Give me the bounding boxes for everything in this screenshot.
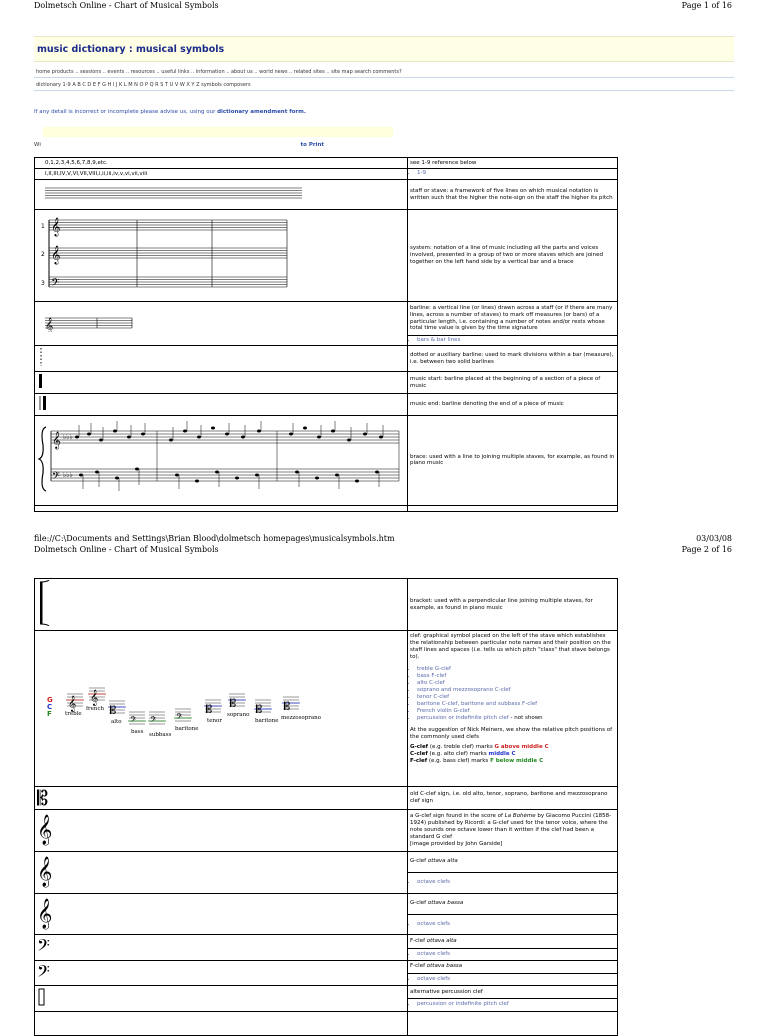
c-clef-line — [410, 751, 615, 758]
clef-name-treble: treble — [65, 711, 82, 717]
treble-clef-icon: 𝄞 — [37, 815, 53, 846]
f-clef-mark: F below middle C — [490, 758, 544, 765]
link-octave-clefs[interactable]: • octave clefs — [417, 879, 615, 886]
symbol-bracket — [35, 579, 408, 631]
table-row — [35, 180, 618, 210]
desc-f-alta-link — [408, 948, 618, 960]
notice-text: If any detail is incorrect or incomplete please advise us, using our — [34, 109, 216, 115]
key-signature-flats: ♭♭♭ — [63, 470, 73, 479]
desc-barline: barline: a vertical line (or lines) drawn across a staff (or if there are many lines, across a number of staves) to mark off measures (or bars) of a particular length, i.e. containing a number of notes and/or rests whose total time value is given by the time signature — [408, 302, 618, 336]
bass-clef-icon: 𝄢 — [176, 713, 183, 724]
c-clef-rest: (e.g. alto clef) marks — [427, 751, 489, 758]
bass-clef-icon: 𝄢 — [150, 716, 157, 727]
link-soprano-c-clef[interactable]: • soprano and mezzosoprano C-clef — [417, 687, 615, 694]
key-signature-flats: ♭♭♭ — [63, 432, 73, 441]
link-bass-f-clef[interactable]: • bass F-clef — [417, 673, 615, 680]
g-clef-label: G-clef — [410, 744, 429, 751]
g-letter: G — [47, 696, 53, 704]
treble-clef-icon: 𝄞 — [45, 318, 54, 333]
desc-end: music end: barline denoting the end of a piece of music — [408, 394, 618, 416]
f-letter: F — [47, 710, 52, 718]
empty-cell — [35, 1011, 408, 1035]
system-image — [37, 212, 317, 296]
g-bassa-prefix: G-clef — [410, 900, 428, 907]
desc-g-bassa-link — [408, 914, 618, 934]
desc-start: music start: barline placed at the beginning of a section of a piece of music — [408, 372, 618, 394]
table-row — [35, 631, 618, 787]
start-barline-image — [37, 373, 57, 389]
page2-header-title: Dolmetsch Online - Chart of Musical Symbols — [34, 545, 219, 554]
clef-name-subbass: subbass — [149, 732, 172, 738]
table-row — [35, 415, 618, 505]
dotted-barline-image — [37, 347, 57, 367]
bass-clef-icon: 𝄢 — [130, 716, 137, 727]
symbol-roman: I,II,III,IV,V,VI,VII,VIII,i,ii,iii,iv,v,vi,vii,viii — [35, 169, 408, 180]
print-link[interactable]: to Print — [300, 142, 324, 148]
symbol-old-c-clef — [35, 786, 408, 809]
desc-bracket: bracket: used with a perpendicular line joining multiple staves, for example, as found in piano music — [408, 579, 618, 631]
clef-name-mezzosoprano: mezzosoprano — [281, 715, 321, 721]
symbol-barline — [35, 302, 408, 346]
symbol-puccini-g-clef — [35, 809, 408, 851]
symbols-table-page1 — [34, 157, 618, 512]
f-alta-italic: ottava alta — [426, 937, 457, 944]
symbol-clefs — [35, 631, 408, 787]
desc-roman — [408, 169, 618, 180]
desc-brace: brace: used with a line to joining multiple staves, for example, as found in piano music — [408, 415, 618, 505]
desc-staff: staff or stave: a framework of five lines on which musical notation is written such that the higher the note-sign on the staff the higher its pitch — [408, 180, 618, 210]
desc-g-alta-link — [408, 872, 618, 893]
desc-f-bassa — [408, 960, 618, 973]
dictionary-nav[interactable]: dictionary 1-9 A B C D E F G H I J K L M N O P Q R S T U V W X Y Z symbols composers — [34, 80, 734, 91]
f-bassa-prefix: F-clef — [410, 963, 427, 970]
clef-name-baritone-c: baritone — [255, 718, 279, 724]
symbol-g-clef-bassa — [35, 893, 408, 934]
alto-clef-icon: 𝄡 — [256, 703, 263, 716]
treble-clef-icon: 𝄞 — [68, 696, 77, 712]
clef-definition: clef: graphical symbol placed on the left of the stave which establishes the relationship between particular note names and their position on the staff lines and spaces (i.e. tells us which pitch "class" that stave belongs to). — [410, 633, 611, 660]
table-row — [35, 786, 618, 809]
table-row — [35, 960, 618, 973]
table-row — [35, 210, 618, 302]
print-prefix: Wi — [34, 142, 41, 148]
clef-links — [410, 666, 615, 723]
table-row — [35, 1011, 618, 1035]
puccini-work: La Bohème — [504, 813, 536, 820]
table-row — [35, 985, 618, 998]
table-row — [35, 394, 618, 416]
link-percussion-clef-text[interactable]: percussion or indefinite pitch clef — [417, 715, 509, 722]
table-row — [35, 158, 618, 169]
page1-header-title: Dolmetsch Online - Chart of Musical Symbols — [34, 1, 219, 10]
desc-numbers: see 1-9 reference below — [408, 158, 618, 169]
barline-image — [37, 312, 137, 332]
page-title: music dictionary : musical symbols — [37, 44, 225, 55]
link-tenor-c-clef[interactable]: • tenor C-clef — [417, 694, 615, 701]
f-clef-rest: (e.g. bass clef) marks — [427, 758, 491, 765]
clef-name-french: french — [86, 706, 105, 712]
g-clef-line — [410, 744, 615, 751]
c-clef-mark: middle C — [488, 751, 516, 758]
f-bassa-italic: ottava bassa — [426, 963, 463, 970]
alto-clef-icon: 𝄡 — [230, 697, 237, 710]
bass-clef-icon: 𝄢 — [37, 960, 50, 985]
page1-footer-path: file://C:\Documents and Settings\Brian Blood\dolmetsch homepages\musicalsymbols.htm — [34, 534, 395, 543]
clef-comparison-image — [37, 632, 405, 782]
link-bars-bar-lines[interactable]: • bars & bar lines — [417, 337, 615, 344]
treble-clef-icon: 𝄞 — [37, 898, 53, 929]
g-alta-italic: ottava alta — [427, 858, 458, 865]
amendment-form-link[interactable]: dictionary amendment form. — [217, 109, 306, 115]
symbol-numbers: 0,1,2,3,4,5,6,7,8,9,etc. — [35, 158, 408, 169]
g-bassa-italic: ottava bassa — [427, 900, 464, 907]
desc-percussion-link — [408, 999, 618, 1011]
symbol-percussion-clef — [35, 985, 408, 1011]
site-banner — [34, 36, 734, 62]
not-shown-note: - not shown — [508, 715, 543, 722]
table-row — [35, 809, 618, 851]
desc-percussion: alternative percussion clef — [408, 985, 618, 998]
ad-bar — [43, 127, 393, 137]
table-row — [35, 505, 618, 511]
symbols-table-page2 — [34, 578, 618, 1036]
clef-name-soprano: soprano — [227, 712, 250, 718]
desc-system: system: notation of a line of music including all the parts and voices involved, presented in a group of two or more staves which are joined together on the left hand side by a vertical bar and a brace — [408, 210, 618, 302]
main-nav[interactable]: home products .. sessions .. events .. resources .. useful links .. information .. about us .. world news .. related sites .. site map search comments? — [34, 67, 734, 78]
page1-footer-date: 03/03/08 — [696, 534, 732, 543]
system-label-2: 2 — [41, 251, 45, 259]
link-octave-clefs[interactable]: • octave clefs — [417, 951, 615, 958]
clef-name-alto: alto — [111, 719, 122, 725]
symbol-f-clef-bassa — [35, 960, 408, 985]
puccini-credit: [image provided by John Garside] — [410, 840, 503, 847]
link-percussion-clef[interactable]: • percussion or indefinite pitch clef — [417, 1001, 615, 1008]
link-octave-clefs[interactable]: • octave clefs — [417, 976, 615, 983]
alto-clef-icon: 𝄡 — [110, 704, 117, 717]
desc-g-alta — [408, 851, 618, 872]
empty-cell — [35, 505, 408, 511]
symbol-g-clef-alta — [35, 851, 408, 893]
empty-cell — [408, 1011, 618, 1035]
print-row — [34, 142, 324, 148]
table-row — [35, 302, 618, 336]
treble-clef-icon: 𝄞 — [51, 217, 61, 237]
empty-cell — [408, 505, 618, 511]
clef-name-baritone-f: baritone — [175, 726, 199, 732]
desc-f-bassa-link — [408, 973, 618, 985]
table-row — [35, 893, 618, 914]
clef-name-bass: bass — [131, 729, 144, 735]
alto-clef-icon: 𝄡 — [284, 700, 291, 713]
clef-suggestion: At the suggestion of Nick Meiners, we show the relative pitch positions of the commonly used clefs — [410, 726, 613, 740]
symbol-f-clef-alta — [35, 934, 408, 960]
percussion-clef-icon — [37, 987, 49, 1007]
symbol-dotted-barline — [35, 346, 408, 372]
link-alto-c-clef[interactable]: • alto C-clef — [417, 680, 615, 687]
desc-barline-link — [408, 336, 618, 346]
table-row — [35, 169, 618, 180]
treble-clef-icon: 𝄞 — [90, 690, 99, 706]
g-clef-rest: (e.g. treble clef) marks — [428, 744, 495, 751]
bass-clef-icon: 𝄢 — [51, 277, 60, 293]
system-label-3: 3 — [41, 280, 45, 288]
table-row — [35, 372, 618, 394]
page2-header-pagenum: Page 2 of 16 — [681, 545, 732, 554]
puccini-desc-b: by Giacomo Puccini (1858-1924) published by Ricordi: a G-clef used for the tenor voice, where the note sounds one octave lower than it written if the clef had been a standard G clef — [410, 813, 612, 840]
desc-puccini — [408, 809, 618, 851]
link-percussion-clef — [417, 715, 615, 722]
system-label-1: 1 — [41, 223, 45, 231]
desc-clef — [408, 631, 618, 787]
notice — [34, 109, 306, 115]
table-row — [35, 934, 618, 948]
desc-dotted: dotted or auxiliary barline: used to mark divisions within a bar (measure), i.e. between two solid barlines — [408, 346, 618, 372]
link-french-violin-g-clef[interactable]: • French violin G-clef — [417, 708, 615, 715]
table-row — [35, 851, 618, 872]
c-letter: C — [47, 703, 53, 711]
page1-header-pagenum: Page 1 of 16 — [681, 1, 732, 10]
staff-image — [37, 184, 307, 202]
g-clef-mark: G above middle C — [494, 744, 549, 751]
desc-old-c-clef: old C-clef sign, i.e. old alto, tenor, soprano, baritone and mezzosoprano clef sign — [408, 786, 618, 809]
old-c-clef-icon: 𝄡 — [37, 785, 49, 810]
desc-f-alta — [408, 934, 618, 948]
link-1-9[interactable]: • 1-9 — [417, 170, 615, 177]
end-barline-image — [37, 395, 57, 411]
bass-clef-icon: 𝄢 — [52, 469, 60, 484]
c-clef-label: C-clef — [410, 751, 428, 758]
f-clef-label: F-clef — [410, 758, 428, 765]
desc-g-bassa — [408, 893, 618, 914]
bracket-image — [37, 580, 57, 626]
f-clef-line — [410, 758, 615, 765]
symbol-brace — [35, 415, 408, 505]
puccini-desc-a: a G-clef sign found in the score of — [410, 813, 505, 820]
clef-name-tenor: tenor — [207, 718, 222, 724]
link-treble-g-clef[interactable]: • treble G-clef — [417, 666, 615, 673]
treble-clef-icon: 𝄞 — [51, 245, 61, 265]
piano-score-image — [37, 417, 405, 501]
alto-clef-icon: 𝄡 — [206, 703, 213, 716]
symbol-staff — [35, 180, 408, 210]
link-baritone-clefs[interactable]: • baritone C-clef, baritone and subbass F-clef — [417, 701, 615, 708]
treble-clef-icon: 𝄞 — [52, 430, 61, 449]
f-alta-prefix: F-clef — [410, 937, 427, 944]
symbol-music-end — [35, 394, 408, 416]
table-row — [35, 579, 618, 631]
bass-clef-icon: 𝄢 — [37, 935, 50, 960]
table-row — [35, 346, 618, 372]
link-octave-clefs[interactable]: • octave clefs — [417, 921, 615, 928]
symbol-system — [35, 210, 408, 302]
symbol-music-start — [35, 372, 408, 394]
g-alta-prefix: G-clef — [410, 858, 428, 865]
treble-clef-icon: 𝄞 — [37, 857, 53, 888]
